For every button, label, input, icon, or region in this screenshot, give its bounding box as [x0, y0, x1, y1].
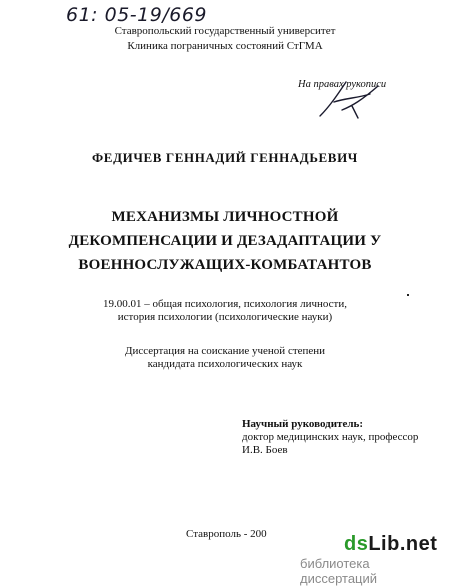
city-year: Ставрополь - 200 — [186, 528, 267, 540]
scan-speck — [407, 294, 409, 296]
watermark-brand-suffix: Lib.net — [368, 533, 438, 555]
title-line: МЕХАНИЗМЫ ЛИЧНОСТНОЙ — [111, 209, 339, 225]
title-line: ВОЕННОСЛУЖАЩИХ-КОМБАТАНТОВ — [78, 257, 372, 273]
watermark-tagline: библиотека диссертаций — [300, 556, 378, 586]
supervisor-block — [242, 418, 418, 457]
dissertation-title — [0, 205, 450, 277]
degree-line: кандидата психологических наук — [147, 358, 303, 370]
supervisor-label: Научный руководитель: — [242, 418, 363, 430]
clinic-name: Клиника пограничных состояний СтГМА — [127, 40, 323, 52]
degree-statement — [0, 345, 450, 371]
signature-mark — [312, 76, 392, 122]
specialty-code — [0, 298, 450, 324]
author-name: ФЕДИЧЕВ ГЕННАДИЙ ГЕННАДЬЕВИЧ — [92, 150, 358, 165]
rights-note: На правах рукописи — [298, 79, 387, 90]
handwritten-archive-number: 61: 05-19/669 — [66, 4, 207, 26]
specialty-line: история психологии (психологические науки) — [117, 311, 333, 323]
specialty-line: 19.00.01 – общая психология, психология личности, — [103, 298, 347, 310]
university-name: Ставропольский государственный университет — [114, 25, 336, 37]
watermark-logo — [344, 533, 437, 556]
supervisor-name: И.В. Боев — [242, 444, 288, 456]
watermark-brand-prefix: ds — [344, 533, 369, 555]
supervisor-degree: доктор медицинских наук, профессор — [242, 431, 419, 443]
title-line: ДЕКОМПЕНСАЦИИ И ДЕЗАДАПТАЦИИ У — [68, 233, 382, 249]
degree-line: Диссертация на соискание ученой степени — [124, 345, 326, 357]
